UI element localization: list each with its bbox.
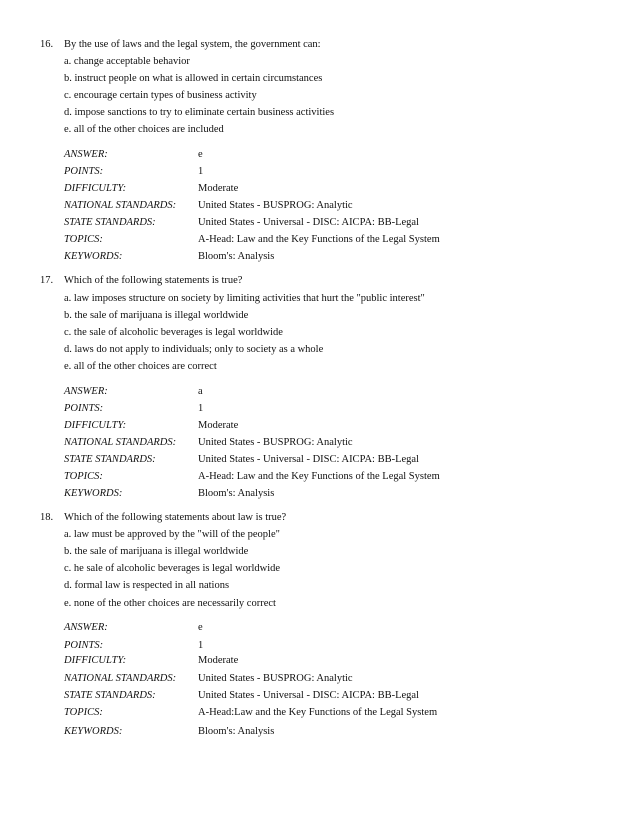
topics-value: A-Head: Law and the Key Functions of the Legal System xyxy=(198,471,440,482)
question-number: 18. xyxy=(40,512,54,523)
points-label: POINTS: xyxy=(64,403,104,414)
choice-a: a. law imposes structure on society by limiting activities that hurt the "public interest" xyxy=(64,293,425,304)
answer-label: ANSWER: xyxy=(64,149,108,160)
points-value: 1 xyxy=(198,166,204,177)
choice-e: e. none of the other choices are necessarily correct xyxy=(64,598,276,609)
choice-c: c. he sale of alcoholic beverages is legal worldwide xyxy=(64,563,281,574)
choice-b: b. the sale of marijuana is illegal worldwide xyxy=(64,310,249,321)
question-number: 17. xyxy=(40,275,54,286)
national-standards-value: United States - BUSPROG: Analytic xyxy=(198,673,353,684)
answer-value: e xyxy=(198,622,203,633)
state-standards-label: STATE STANDARDS: xyxy=(64,217,156,228)
keywords-value: Bloom's: Analysis xyxy=(198,251,275,262)
difficulty-value: Moderate xyxy=(198,183,239,194)
state-standards-value: United States - Universal - DISC: AICPA: BB-Legal xyxy=(198,454,419,465)
answer-value: e xyxy=(198,149,203,160)
difficulty-value: Moderate xyxy=(198,420,239,431)
choice-b: b. the sale of marijuana is illegal worldwide xyxy=(64,546,249,557)
choice-a: a. change acceptable behavior xyxy=(64,56,190,67)
answer-value: a xyxy=(198,386,203,397)
points-value: 1 xyxy=(198,403,204,414)
topics-value: A-Head:Law and the Key Functions of the Legal System xyxy=(198,707,438,718)
choice-a: a. law must be approved by the "will of the people" xyxy=(64,529,280,540)
choice-d: d. impose sanctions to try to eliminate certain business activities xyxy=(64,107,335,118)
state-standards-label: STATE STANDARDS: xyxy=(64,690,156,701)
choice-b: b. instruct people on what is allowed in certain circumstances xyxy=(64,73,323,84)
points-label: POINTS: xyxy=(64,166,104,177)
question-text: Which of the following statements about law is true? xyxy=(64,512,287,523)
difficulty-value: Moderate xyxy=(198,655,239,666)
state-standards-value: United States - Universal - DISC: AICPA: BB-Legal xyxy=(198,217,419,228)
choice-c: c. the sale of alcoholic beverages is legal worldwide xyxy=(64,327,283,338)
difficulty-label: DIFFICULTY: xyxy=(64,420,127,431)
keywords-label: KEYWORDS: xyxy=(64,251,123,262)
national-standards-label: NATIONAL STANDARDS: xyxy=(64,437,177,448)
national-standards-value: United States - BUSPROG: Analytic xyxy=(198,437,353,448)
topics-label: TOPICS: xyxy=(64,234,103,245)
points-value: 1 xyxy=(198,640,204,651)
keywords-label: KEYWORDS: xyxy=(64,726,123,737)
difficulty-label: DIFFICULTY: xyxy=(64,183,127,194)
question-number: 16. xyxy=(40,39,54,50)
keywords-label: KEYWORDS: xyxy=(64,488,123,499)
national-standards-label: NATIONAL STANDARDS: xyxy=(64,673,177,684)
keywords-value: Bloom's: Analysis xyxy=(198,726,275,737)
difficulty-label: DIFFICULTY: xyxy=(64,655,127,666)
choice-e: e. all of the other choices are correct xyxy=(64,361,217,372)
national-standards-value: United States - BUSPROG: Analytic xyxy=(198,200,353,211)
topics-label: TOPICS: xyxy=(64,707,103,718)
state-standards-label: STATE STANDARDS: xyxy=(64,454,156,465)
choice-c: c. encourage certain types of business activity xyxy=(64,90,257,101)
state-standards-value: United States - Universal - DISC: AICPA: BB-Legal xyxy=(198,690,419,701)
points-label: POINTS: xyxy=(64,640,104,651)
topics-label: TOPICS: xyxy=(64,471,103,482)
question-text: By the use of laws and the legal system, the government can: xyxy=(64,39,321,50)
answer-label: ANSWER: xyxy=(64,386,108,397)
answer-label: ANSWER: xyxy=(64,622,108,633)
keywords-value: Bloom's: Analysis xyxy=(198,488,275,499)
choice-e: e. all of the other choices are included xyxy=(64,124,224,135)
national-standards-label: NATIONAL STANDARDS: xyxy=(64,200,177,211)
question-text: Which of the following statements is true? xyxy=(64,275,243,286)
topics-value: A-Head: Law and the Key Functions of the Legal System xyxy=(198,234,440,245)
choice-d: d. formal law is respected in all nations xyxy=(64,580,230,591)
choice-d: d. laws do not apply to individuals; only to society as a whole xyxy=(64,344,324,355)
